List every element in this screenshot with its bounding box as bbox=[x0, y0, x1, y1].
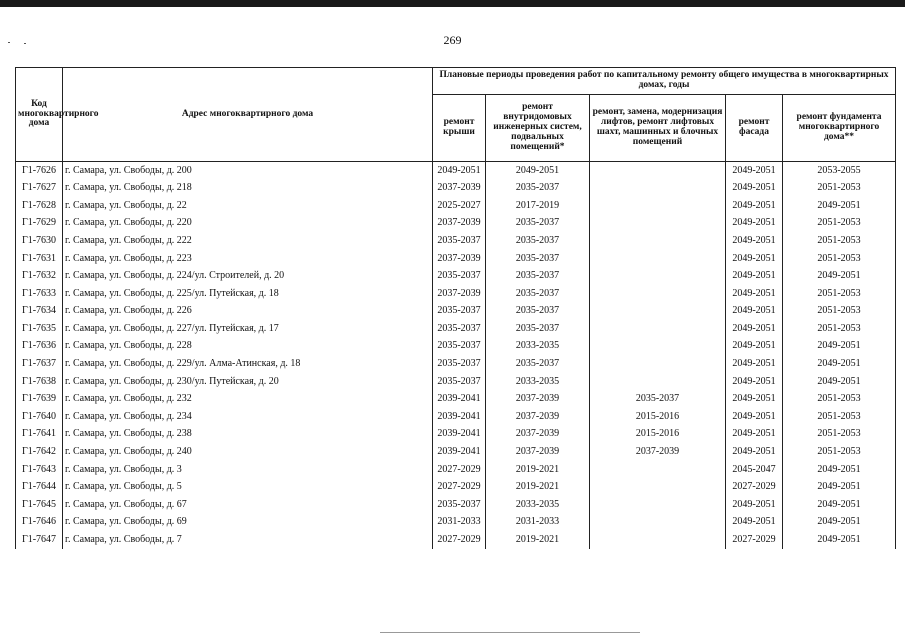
table-row bbox=[16, 408, 896, 426]
cell-address: г. Самара, ул. Свободы, д. 227/ул. Путейская, д. 17 bbox=[63, 320, 433, 338]
table-row bbox=[16, 426, 896, 444]
table-row bbox=[16, 268, 896, 286]
cell-foundation: 2053-2055 bbox=[783, 162, 896, 180]
repair-schedule-table bbox=[15, 67, 896, 549]
cell-code: Г1-7635 bbox=[16, 320, 63, 338]
table-row bbox=[16, 303, 896, 321]
cell-roof: 2037-2039 bbox=[433, 285, 486, 303]
cell-systems: 2019-2021 bbox=[486, 531, 590, 549]
cell-foundation: 2051-2053 bbox=[783, 285, 896, 303]
cell-roof: 2025-2027 bbox=[433, 197, 486, 215]
cell-roof: 2031-2033 bbox=[433, 514, 486, 532]
cell-code: Г1-7644 bbox=[16, 479, 63, 497]
scan-artifact-line bbox=[380, 632, 640, 633]
table-row bbox=[16, 320, 896, 338]
cell-systems: 2035-2037 bbox=[486, 356, 590, 374]
cell-facade: 2027-2029 bbox=[726, 531, 783, 549]
cell-facade: 2049-2051 bbox=[726, 268, 783, 286]
cell-foundation: 2051-2053 bbox=[783, 320, 896, 338]
cell-elevators bbox=[590, 373, 726, 391]
cell-systems: 2035-2037 bbox=[486, 285, 590, 303]
cell-foundation: 2051-2053 bbox=[783, 215, 896, 233]
cell-elevators bbox=[590, 303, 726, 321]
table-row bbox=[16, 373, 896, 391]
table-row bbox=[16, 180, 896, 198]
cell-code: Г1-7639 bbox=[16, 391, 63, 409]
cell-elevators: 2015-2016 bbox=[590, 426, 726, 444]
cell-roof: 2039-2041 bbox=[433, 444, 486, 462]
table-row bbox=[16, 285, 896, 303]
cell-foundation: 2049-2051 bbox=[783, 514, 896, 532]
header-systems: ремонт внутридомовых инженерных систем, подвальных помещений* bbox=[486, 95, 590, 162]
table-row bbox=[16, 215, 896, 233]
cell-foundation: 2049-2051 bbox=[783, 356, 896, 374]
page-number: 269 bbox=[443, 33, 462, 47]
cell-systems: 2035-2037 bbox=[486, 215, 590, 233]
cell-foundation: 2051-2053 bbox=[783, 408, 896, 426]
cell-systems: 2035-2037 bbox=[486, 320, 590, 338]
cell-code: Г1-7645 bbox=[16, 496, 63, 514]
cell-elevators bbox=[590, 180, 726, 198]
cell-roof: 2037-2039 bbox=[433, 215, 486, 233]
cell-elevators bbox=[590, 479, 726, 497]
cell-systems: 2035-2037 bbox=[486, 268, 590, 286]
cell-address: г. Самара, ул. Свободы, д. 22 bbox=[63, 197, 433, 215]
cell-roof: 2035-2037 bbox=[433, 496, 486, 514]
cell-systems: 2035-2037 bbox=[486, 232, 590, 250]
cell-systems: 2035-2037 bbox=[486, 250, 590, 268]
cell-foundation: 2049-2051 bbox=[783, 338, 896, 356]
cell-address: г. Самара, ул. Свободы, д. 69 bbox=[63, 514, 433, 532]
cell-facade: 2049-2051 bbox=[726, 303, 783, 321]
top-scan-border bbox=[0, 0, 905, 7]
cell-code: Г1-7646 bbox=[16, 514, 63, 532]
cell-elevators bbox=[590, 232, 726, 250]
cell-elevators: 2015-2016 bbox=[590, 408, 726, 426]
cell-address: г. Самара, ул. Свободы, д. 226 bbox=[63, 303, 433, 321]
table-row bbox=[16, 531, 896, 549]
cell-roof: 2035-2037 bbox=[433, 303, 486, 321]
cell-foundation: 2051-2053 bbox=[783, 444, 896, 462]
cell-roof: 2035-2037 bbox=[433, 338, 486, 356]
table-row bbox=[16, 162, 896, 180]
cell-facade: 2049-2051 bbox=[726, 250, 783, 268]
cell-code: Г1-7633 bbox=[16, 285, 63, 303]
cell-systems: 2019-2021 bbox=[486, 461, 590, 479]
cell-systems: 2037-2039 bbox=[486, 408, 590, 426]
cell-address: г. Самара, ул. Свободы, д. 240 bbox=[63, 444, 433, 462]
cell-elevators bbox=[590, 531, 726, 549]
cell-elevators bbox=[590, 268, 726, 286]
cell-code: Г1-7634 bbox=[16, 303, 63, 321]
cell-facade: 2049-2051 bbox=[726, 408, 783, 426]
cell-elevators bbox=[590, 285, 726, 303]
cell-foundation: 2049-2051 bbox=[783, 461, 896, 479]
table-row bbox=[16, 232, 896, 250]
table-row bbox=[16, 338, 896, 356]
cell-roof: 2039-2041 bbox=[433, 408, 486, 426]
cell-elevators bbox=[590, 162, 726, 180]
cell-elevators bbox=[590, 338, 726, 356]
cell-facade: 2049-2051 bbox=[726, 444, 783, 462]
cell-systems: 2037-2039 bbox=[486, 391, 590, 409]
cell-roof: 2037-2039 bbox=[433, 250, 486, 268]
cell-facade: 2027-2029 bbox=[726, 479, 783, 497]
cell-systems: 2035-2037 bbox=[486, 180, 590, 198]
cell-facade: 2049-2051 bbox=[726, 391, 783, 409]
cell-roof: 2049-2051 bbox=[433, 162, 486, 180]
cell-address: г. Самара, ул. Свободы, д. 225/ул. Путейская, д. 18 bbox=[63, 285, 433, 303]
cell-roof: 2035-2037 bbox=[433, 356, 486, 374]
cell-elevators bbox=[590, 356, 726, 374]
cell-code: Г1-7642 bbox=[16, 444, 63, 462]
header-foundation: ремонт фундамента многоквартирного дома** bbox=[783, 95, 896, 162]
cell-code: Г1-7637 bbox=[16, 356, 63, 374]
cell-code: Г1-7628 bbox=[16, 197, 63, 215]
table-row bbox=[16, 461, 896, 479]
header-address: Адрес многоквартирного дома bbox=[63, 68, 433, 162]
cell-address: г. Самара, ул. Свободы, д. 229/ул. Алма-Атинская, д. 18 bbox=[63, 356, 433, 374]
cell-address: г. Самара, ул. Свободы, д. 223 bbox=[63, 250, 433, 268]
cell-address: г. Самара, ул. Свободы, д. 220 bbox=[63, 215, 433, 233]
cell-roof: 2039-2041 bbox=[433, 391, 486, 409]
cell-elevators bbox=[590, 514, 726, 532]
cell-elevators bbox=[590, 320, 726, 338]
cell-foundation: 2051-2053 bbox=[783, 250, 896, 268]
cell-systems: 2037-2039 bbox=[486, 444, 590, 462]
cell-address: г. Самара, ул. Свободы, д. 238 bbox=[63, 426, 433, 444]
cell-address: г. Самара, ул. Свободы, д. 7 bbox=[63, 531, 433, 549]
cell-facade: 2049-2051 bbox=[726, 232, 783, 250]
table-row bbox=[16, 514, 896, 532]
cell-systems: 2019-2021 bbox=[486, 479, 590, 497]
cell-elevators bbox=[590, 250, 726, 268]
cell-foundation: 2051-2053 bbox=[783, 391, 896, 409]
cell-address: г. Самара, ул. Свободы, д. 228 bbox=[63, 338, 433, 356]
header-facade: ремонт фасада bbox=[726, 95, 783, 162]
cell-elevators bbox=[590, 197, 726, 215]
cell-systems: 2031-2033 bbox=[486, 514, 590, 532]
cell-roof: 2035-2037 bbox=[433, 232, 486, 250]
cell-code: Г1-7636 bbox=[16, 338, 63, 356]
cell-code: Г1-7643 bbox=[16, 461, 63, 479]
cell-facade: 2049-2051 bbox=[726, 180, 783, 198]
cell-address: г. Самара, ул. Свободы, д. 5 bbox=[63, 479, 433, 497]
cell-address: г. Самара, ул. Свободы, д. 67 bbox=[63, 496, 433, 514]
table-row bbox=[16, 444, 896, 462]
header-elevators: ремонт, замена, модернизация лифтов, ремонт лифтовых шахт, машинных и блочных помещений bbox=[590, 95, 726, 162]
table-row bbox=[16, 479, 896, 497]
cell-code: Г1-7632 bbox=[16, 268, 63, 286]
cell-code: Г1-7647 bbox=[16, 531, 63, 549]
cell-foundation: 2049-2051 bbox=[783, 479, 896, 497]
cell-foundation: 2051-2053 bbox=[783, 426, 896, 444]
cell-foundation: 2051-2053 bbox=[783, 180, 896, 198]
cell-roof: 2027-2029 bbox=[433, 479, 486, 497]
cell-foundation: 2049-2051 bbox=[783, 496, 896, 514]
cell-elevators bbox=[590, 496, 726, 514]
cell-facade: 2045-2047 bbox=[726, 461, 783, 479]
cell-foundation: 2049-2051 bbox=[783, 197, 896, 215]
cell-elevators bbox=[590, 461, 726, 479]
cell-systems: 2033-2035 bbox=[486, 496, 590, 514]
cell-code: Г1-7641 bbox=[16, 426, 63, 444]
header-code: Код многоквартирного дома bbox=[16, 68, 63, 162]
cell-foundation: 2049-2051 bbox=[783, 373, 896, 391]
header-roof: ремонт крыши bbox=[433, 95, 486, 162]
cell-facade: 2049-2051 bbox=[726, 356, 783, 374]
cell-address: г. Самара, ул. Свободы, д. 3 bbox=[63, 461, 433, 479]
cell-address: г. Самара, ул. Свободы, д. 218 bbox=[63, 180, 433, 198]
cell-code: Г1-7640 bbox=[16, 408, 63, 426]
cell-code: Г1-7626 bbox=[16, 162, 63, 180]
cell-elevators: 2037-2039 bbox=[590, 444, 726, 462]
table-row bbox=[16, 356, 896, 374]
cell-code: Г1-7630 bbox=[16, 232, 63, 250]
cell-foundation: 2051-2053 bbox=[783, 232, 896, 250]
cell-facade: 2049-2051 bbox=[726, 320, 783, 338]
cell-facade: 2049-2051 bbox=[726, 338, 783, 356]
table-row bbox=[16, 391, 896, 409]
cell-roof: 2035-2037 bbox=[433, 373, 486, 391]
table-row bbox=[16, 496, 896, 514]
cell-systems: 2049-2051 bbox=[486, 162, 590, 180]
cell-code: Г1-7629 bbox=[16, 215, 63, 233]
cell-facade: 2049-2051 bbox=[726, 373, 783, 391]
header-planned-periods: Плановые периоды проведения работ по капитальному ремонту общего имущества в многоквартирных домах, годы bbox=[433, 68, 896, 95]
cell-elevators bbox=[590, 215, 726, 233]
cell-roof: 2037-2039 bbox=[433, 180, 486, 198]
cell-roof: 2035-2037 bbox=[433, 320, 486, 338]
cell-foundation: 2049-2051 bbox=[783, 268, 896, 286]
cell-elevators: 2035-2037 bbox=[590, 391, 726, 409]
cell-facade: 2049-2051 bbox=[726, 162, 783, 180]
cell-roof: 2035-2037 bbox=[433, 268, 486, 286]
table-row bbox=[16, 250, 896, 268]
cell-address: г. Самара, ул. Свободы, д. 230/ул. Путейская, д. 20 bbox=[63, 373, 433, 391]
cell-code: Г1-7627 bbox=[16, 180, 63, 198]
cell-facade: 2049-2051 bbox=[726, 197, 783, 215]
cell-systems: 2033-2035 bbox=[486, 338, 590, 356]
cell-address: г. Самара, ул. Свободы, д. 232 bbox=[63, 391, 433, 409]
cell-systems: 2037-2039 bbox=[486, 426, 590, 444]
cell-facade: 2049-2051 bbox=[726, 496, 783, 514]
cell-foundation: 2049-2051 bbox=[783, 531, 896, 549]
cell-systems: 2033-2035 bbox=[486, 373, 590, 391]
cell-foundation: 2051-2053 bbox=[783, 303, 896, 321]
cell-facade: 2049-2051 bbox=[726, 426, 783, 444]
cell-roof: 2027-2029 bbox=[433, 461, 486, 479]
cell-systems: 2017-2019 bbox=[486, 197, 590, 215]
cell-address: г. Самара, ул. Свободы, д. 234 bbox=[63, 408, 433, 426]
cell-facade: 2049-2051 bbox=[726, 514, 783, 532]
table-body bbox=[16, 162, 896, 550]
cell-roof: 2039-2041 bbox=[433, 426, 486, 444]
cell-address: г. Самара, ул. Свободы, д. 200 bbox=[63, 162, 433, 180]
cell-systems: 2035-2037 bbox=[486, 303, 590, 321]
cell-address: г. Самара, ул. Свободы, д. 224/ул. Строителей, д. 20 bbox=[63, 268, 433, 286]
cell-code: Г1-7631 bbox=[16, 250, 63, 268]
cell-address: г. Самара, ул. Свободы, д. 222 bbox=[63, 232, 433, 250]
cell-code: Г1-7638 bbox=[16, 373, 63, 391]
table-row bbox=[16, 197, 896, 215]
cell-facade: 2049-2051 bbox=[726, 285, 783, 303]
cell-roof: 2027-2029 bbox=[433, 531, 486, 549]
cell-facade: 2049-2051 bbox=[726, 215, 783, 233]
